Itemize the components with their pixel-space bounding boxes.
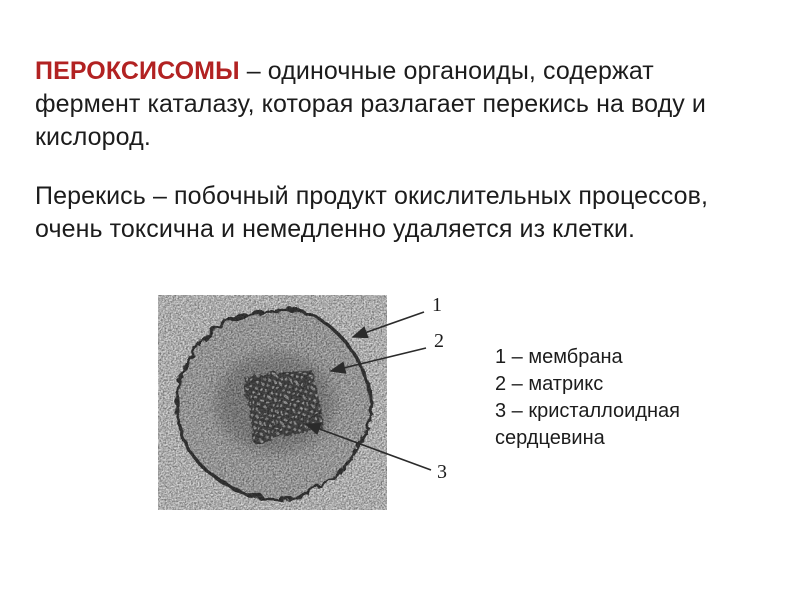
peroxisome-figure <box>150 285 470 525</box>
paragraph1-line2: фермент каталазу, которая разлагает перекись на воду и <box>35 90 706 118</box>
callout-label-3: 3 <box>437 461 447 483</box>
paragraph1-line1: – одиночные органоиды, содержат <box>239 57 654 85</box>
paragraph2-line1: Перекись – побочный продукт окислительных процессов, <box>35 182 709 210</box>
figure-legend <box>495 344 730 452</box>
micrograph-photo <box>158 295 387 510</box>
term-peroxisomes: ПЕРОКСИСОМЫ <box>35 57 240 85</box>
legend-item-matrix: 2 – матрикс <box>495 373 604 395</box>
body-text <box>35 55 780 246</box>
paragraph-peroxide <box>35 180 780 246</box>
callout-label-1: 1 <box>432 294 442 316</box>
peroxisome-micrograph-svg <box>150 285 470 525</box>
legend-item-crystalloid-core: 3 – кристаллоидная сердцевина <box>495 400 680 449</box>
paragraph1-line3: кислород. <box>35 123 151 151</box>
legend-item-membrane: 1 – мембрана <box>495 346 623 368</box>
callout-label-2: 2 <box>434 330 444 352</box>
paragraph2-line2: очень токсична и немедленно удаляется из клетки. <box>35 215 636 243</box>
photo-grain-overlay <box>158 295 387 510</box>
paragraph-peroxisomes <box>35 55 780 154</box>
